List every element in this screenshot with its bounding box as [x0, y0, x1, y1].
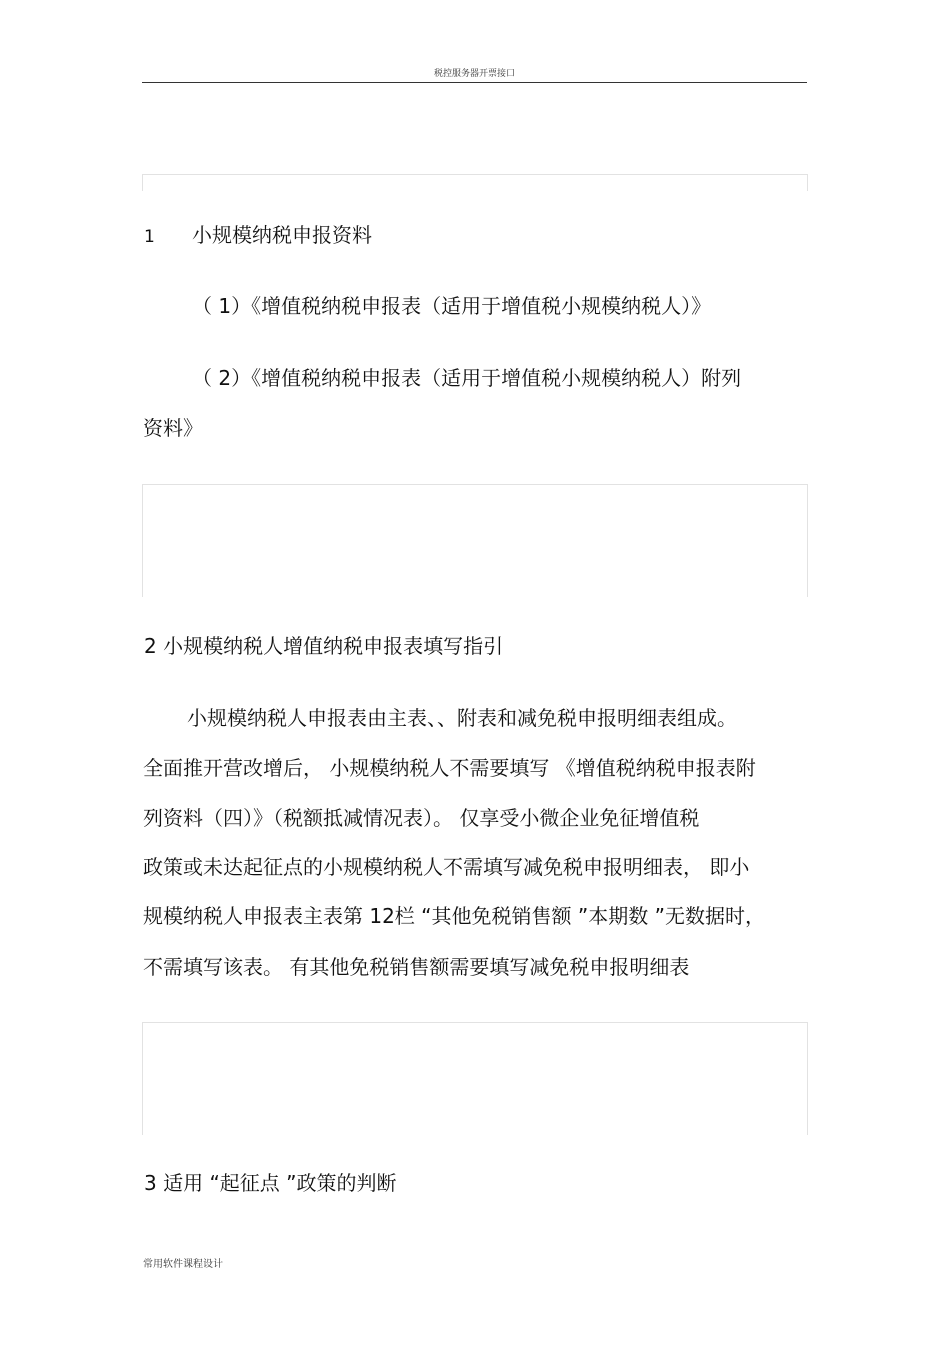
section-1-item-1: （ 1）《增值税纳税申报表（适用于增值税小规模纳税人）》 [192, 294, 712, 318]
section-1-item-2-line-2: 资料》 [143, 416, 203, 440]
blank-frame-middle [142, 484, 808, 597]
section-1-heading [144, 225, 372, 246]
section-2-paragraph-line: 规模纳税人申报表主表第 12栏 “其他免税销售额 ”本期数 ”无数据时， [143, 904, 765, 928]
section-2-paragraph-line: 不需填写该表。 有其他免税销售额需要填写减免税申报明细表 [143, 955, 690, 979]
page-footer: 常用软件课程设计 [143, 1259, 223, 1270]
section-2-paragraph-line: 全面推开营改增后， 小规模纳税人不需要填写 《增值税纳税申报表附 [143, 756, 756, 780]
section-1-title: 小规模纳税申报资料 [192, 223, 372, 247]
section-2-paragraph-line: 小规模纳税人申报表由主表、、附表和减免税申报明细表组成。 [187, 706, 737, 730]
section-3-heading: 3 适用 “起征点 ”政策的判断 [144, 1171, 397, 1195]
section-2-paragraph-line: 列资料（四）》（税额抵减情况表）。 仅享受小微企业免征增值税 [143, 806, 700, 830]
blank-frame-top [142, 174, 808, 191]
section-2-heading: 2 小规模纳税人增值纳税申报表填写指引 [144, 634, 504, 658]
section-1-number: 1 [144, 227, 155, 247]
section-2-paragraph-line: 政策或未达起征点的小规模纳税人不需填写减免税申报明细表， 即小 [143, 855, 750, 879]
header-divider [142, 82, 807, 83]
blank-frame-bottom [142, 1022, 808, 1135]
section-1-item-2-line-1: （ 2）《增值税纳税申报表（适用于增值税小规模纳税人）附列 [192, 366, 742, 390]
page-header-title: 税控服务器开票接口 [433, 69, 515, 79]
